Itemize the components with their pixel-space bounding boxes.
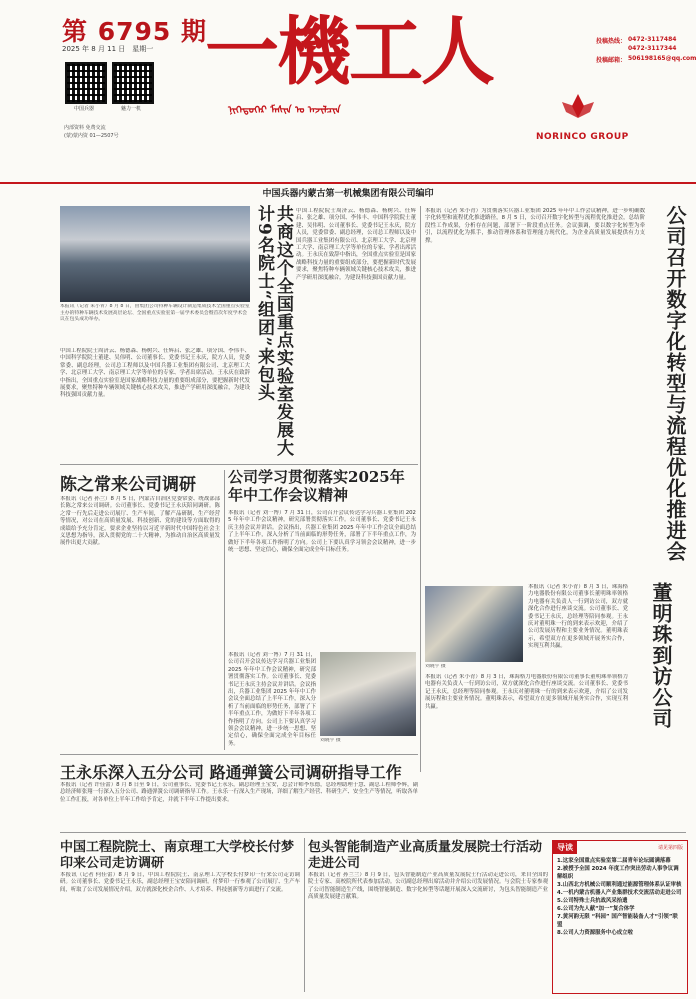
row-divider [60, 464, 418, 465]
article-6-body: 本报讯（记者 许佳蕾）8 月 8 日至 9 日，公司董事长、党委书记王永乐，副总经理王宝安，总会计师李东德，总经理助理于慧、副总工程师李辉，副总经济师张翔一行深入五分公司、路通弹簧公司调研指导工作。王永乐一行深入生产现场，详细了解生产经营、科研生产、安全生产等情况，听取各单位工作汇报，对各单位上半年工作给予肯定，并就下半年工作提出要求。 [60, 782, 418, 803]
norinco-text: NORINCO GROUP [536, 132, 629, 142]
article-3-caption: 刘晓宇 摄 [320, 738, 341, 743]
article-1-caption: 本报讯（记者 朱小青）8 月 8 日，由集团公司特种车辆设计制造集成技术全国重点实验室主办的特种车辆技术发展高层论坛、全国重点实验室第一届学术委员会暨首次年度学术会议在包头成功举办。 [60, 304, 250, 322]
daodu-item[interactable]: 6.公司为先人献“加一”复合体学 [557, 906, 635, 912]
article-8-title: 包头智能制造产业高质量发展院士行活动走进公司 [308, 840, 543, 871]
article-7-body: 本报讯（记者 何佳蕾）8 月 9 日，中国工程院院士、南京理工大学校长付梦印一行来公司走访调研。公司董事长、党委书记王永乐，副总经理王宝安陪同调研。付梦印一行参观了公司展厅、生产车间，听取了公司发展情况介绍，双方就深化校企合作、人才培养、科技创新等方面进行了交流。 [60, 872, 300, 893]
article-6-title: 王永乐深入五分公司 路通弹簧公司调研指导工作 [60, 763, 402, 782]
daodu-item[interactable]: 5.公司特殊士兵抗战风采拾遗 [557, 898, 628, 904]
qr-label: 中国兵器 [73, 106, 94, 112]
masthead-title: 一機工人 [205, 9, 493, 95]
article-3-body: 本报讯（记者 刘一博）7 月 31 日，公司召开会议传达学习兵器工业集团 2025 年年中工作会议精神，研究部署贯彻落实工作。公司董事长、党委书记王永庆主持会议并讲话。会议指出，兵器工业集团 2025 年年中工作会议全面总结了上半年工作，深入分析了当前面临的形势任务，部署了下半年重点工作，为做好下半年各项工作指明了方向。公司上下要认真学习领会会议精神，进一步统一思想、坚定信心，确保全面完成全年目标任务。 [228, 510, 416, 554]
qr-label: 魅力一机 [120, 106, 141, 112]
article-1-title: 共商这个全国重点实验室发展大计9名院士“组团”来包头 [254, 205, 293, 457]
daodu-item[interactable]: 2.被授予全国 2024 年度工作突出劳动人事争议调解组织 [557, 866, 679, 880]
contact-tel-1: 0472-3117484 [628, 36, 677, 43]
issue-date: 2025 年 8 月 11 日 星期一 [62, 45, 154, 53]
daodu-item[interactable]: 4.一机内蒙古机器人产业集群技术交流活动走进公司 [557, 890, 682, 896]
article-2-title: 陈之常来公司调研 [60, 475, 196, 495]
column-divider [420, 206, 421, 772]
contact-mail: 506198165@qq.com [628, 55, 696, 62]
article-4-body: 本报讯（记者 朱小青）为贯彻落实兵器工业集团 2025 年年中工作会议精神，进一步明确数字化转型和流程优化推进路径，8 月 5 日，公司召开数字化转型与流程优化推进会，总结阶段性工作成果，分析存在问题，部署下一阶段重点任务。会议强调，要以数字化转型为牵引，以流程优化为抓手，推动管理体系和管理能力现代化，为企业高质量发展提供有力支撑。 [425, 208, 645, 244]
daodu-side: 请见第四版 [657, 845, 683, 851]
article-3-title: 公司学习贯彻落实2025年年中工作会议精神 [228, 468, 405, 504]
contact-tel-2: 0472-3117344 [628, 45, 677, 52]
daodu-title: 导读 [553, 841, 577, 854]
article-5-photo [425, 586, 523, 662]
article-1-body-cont: 中国工程院院士周济云、杨德森、杨树兴、任辉启、张之雄、项分国、李伟丰、中国科学院院士董建、吴伟明、公司董事长、党委书记王永庆，院方人员，党委常委、副总经理，公司总工程师以及中国兵器工业集团有限公司、北京理工大学、北京理工大学、南京理工大学等单位的专家、学者出席活动。王永庆在致辞中指出，全国重点实验室是国家战略科技力量的重要组成部分，要把握新时代发展要求，聚焦特种车辆领域关键核心技术攻关，推进产学研用深度融合，为建设科技强国贡献力量。 [296, 208, 416, 281]
daodu-item[interactable]: 8.公司人力资源服务中心成立啦 [557, 930, 633, 936]
article-4-title: 公司召开数字化转型与流程优化推进会 [663, 205, 687, 562]
daodu-item[interactable]: 7.黄河韵无限 “科园” 国产智能装备人才“引领”联盟 [557, 914, 678, 928]
article-7-title: 中国工程院院士、南京理工大学校长付梦印来公司走访调研 [60, 840, 295, 871]
daodu-box [552, 840, 688, 994]
publisher-line: 中国兵器内蒙古第一机械集团有限公司编印 [262, 189, 434, 199]
norinco-logo [548, 92, 608, 132]
internal-note: (蒙)蒙内资 01—2507号 [64, 133, 119, 139]
row-divider [60, 832, 686, 833]
internal-note: 内部资料 免费交流 [64, 125, 106, 131]
article-5-body: 本报讯（记者 朱小青）8 月 3 日，珠海格力电器股份有限公司董事长董明珠率领格力电器有关负责人一行到访公司，双方就深化合作进行座谈交流。公司董事长、党委书记王永庆，总经理等陪同参观。王永庆对董明珠一行的到来表示欢迎，介绍了公司发展历程和主要业务情况。董明珠表示，希望双方在更多领域开展务实合作，实现互利共赢。 [528, 584, 628, 650]
article-1-body: 中国工程院院士周济云、杨德森、杨树兴、任辉启、张之雄、项分国、李伟丰、中国科学院院士董建、吴伟明、公司董事长、党委书记王永庆，院方人员，党委常委、副总经理，公司总工程师以及中国兵器工业集团有限公司、北京理工大学、北京理工大学、南京理工大学等单位的专家、学者出席活动。王永庆在致辞中指出，全国重点实验室是国家战略科技力量的重要组成部分，要把握新时代发展要求，聚焦特种车辆领域关键核心技术攻关，推进产学研用深度融合，为建设科技强国贡献力量。 [60, 348, 250, 399]
issue-number: 第 6795 期 [62, 17, 207, 46]
daodu-item[interactable]: 3.山西北方机械公司顺利通过能源管理体系认证审核 [557, 882, 682, 888]
article-1-photo [60, 206, 250, 302]
masthead-mongolian: ᠨᠢᠭᠡᠳᠦᠭᠡᠷ ᠮᠠᠰᠢᠨ ᠤ ᠠᠵᠢᠯᠴᠢᠨ [228, 105, 341, 116]
row-divider [60, 754, 418, 755]
qr-code-icon [112, 62, 154, 104]
daodu-item[interactable]: 1.这家全国重点实验室第二届青年论坛圆满落幕 [557, 858, 671, 864]
column-divider [224, 470, 225, 750]
article-3-photo [320, 652, 416, 736]
header-rule [0, 182, 696, 184]
article-2-body: 本报讯（记者 孙兰）8 月 5 日，内蒙古自治区党委常委、统战部部长陈之常来公司调研。公司董事长、党委书记王永庆陪同调研。陈之常一行先后走进公司展厅、生产车间，了解产品研制、生产经营等情况，对公司在高质量发展、科技创新、党的建设等方面取得的成绩给予充分肯定，要求企业坚持以习近平新时代中国特色社会主义思想为指导，深入贯彻党的二十大精神，为推动自治区高质量发展作出更大贡献。 [60, 496, 220, 547]
qr-code-icon [65, 62, 107, 104]
contact-mail-label: 投稿邮箱： [596, 57, 627, 64]
article-5-caption: 刘晓宇 摄 [425, 664, 446, 669]
article-8-body: 本报讯（记者 孙兰兰）8 月 9 日，包头智能制造产业高质量发展院士行活动走进公司，来自全国的院士专家、高校院所代表参加活动。公司副总经理出席活动并介绍公司发展情况。与会院士专家参观了公司智能制造生产线，围绕智能制造、数字化转型等话题开展深入交流研讨，为包头智能制造产业高质量发展建言献策。 [308, 872, 548, 901]
article-3-body-cont: 本报讯（记者 刘一博）7 月 31 日，公司召开会议传达学习兵器工业集团 2025 年年中工作会议精神，研究部署贯彻落实工作。公司董事长、党委书记王永庆主持会议并讲话。会议指出，兵器工业集团 2025 年年中工作会议全面总结了上半年工作，深入分析了当前面临的形势任务，部署了下半年重点工作，为做好下半年各项工作指明了方向。公司上下要认真学习领会会议精神，进一步统一思想、坚定信心，确保全面完成全年目标任务。 [228, 652, 316, 747]
contact-tel-label: 投稿热线： [596, 38, 627, 45]
column-divider [304, 838, 305, 992]
article-5-body-cont: 本报讯（记者 朱小青）8 月 3 日，珠海格力电器股份有限公司董事长董明珠率领格力电器有关负责人一行到访公司，双方就深化合作进行座谈交流。公司董事长、党委书记王永庆，总经理等陪同参观。王永庆对董明珠一行的到来表示欢迎，介绍了公司发展历程和主要业务情况。董明珠表示，希望双方在更多领域开展务实合作，实现互利共赢。 [425, 674, 628, 710]
article-5-title: 董明珠到访公司 [649, 582, 673, 729]
